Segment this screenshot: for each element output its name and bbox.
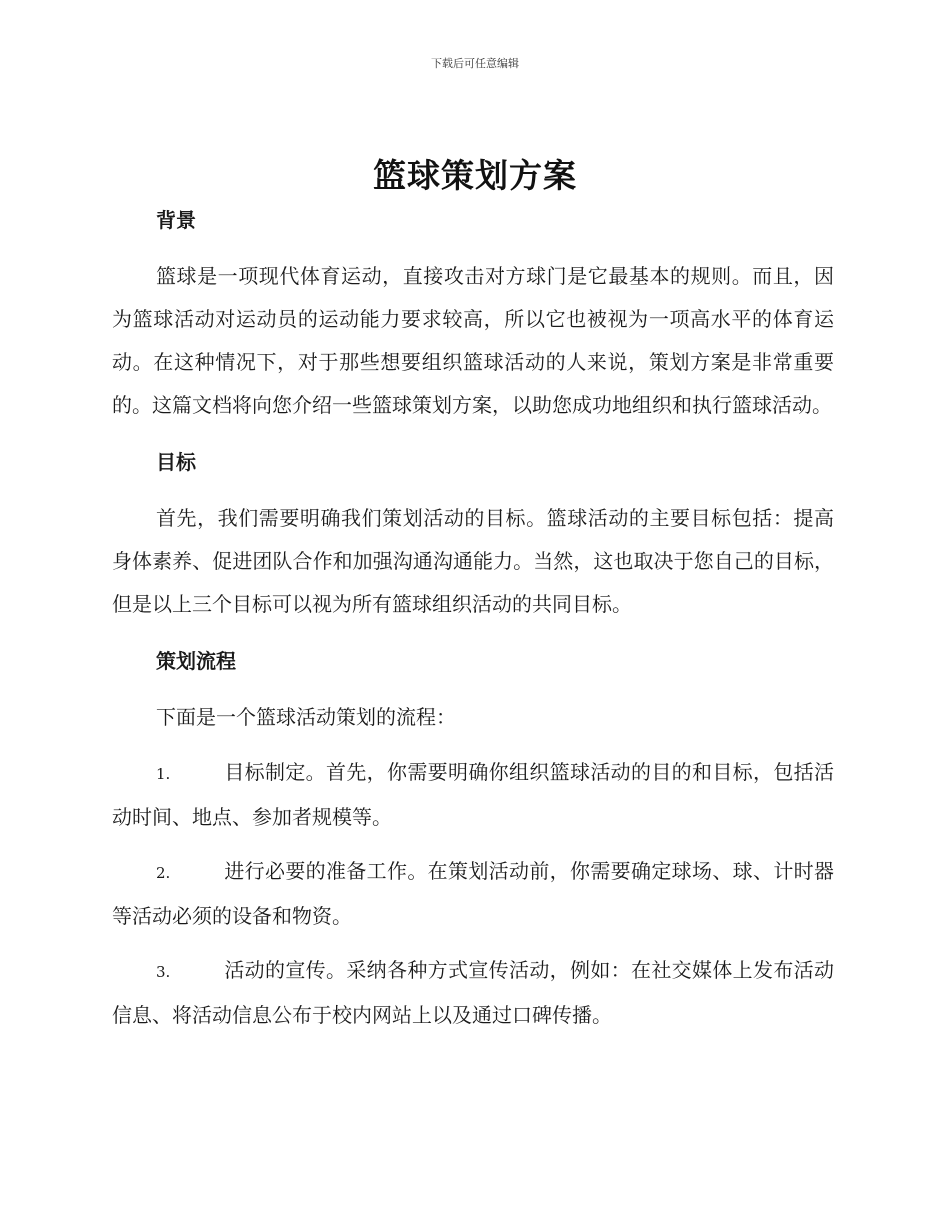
list-text: 目标制定。首先，你需要明确你组织篮球活动的目的和目标，包括活动时间、地点、参加者规模等。 xyxy=(112,760,834,829)
list-number: 2. xyxy=(156,864,171,882)
background-paragraph: 篮球是一项现代体育运动，直接攻击对方球门是它最基本的规则。而且，因为篮球活动对运动员的运动能力要求较高，所以它也被视为一项高水平的体育运动。在这种情况下，对于那些想要组织篮球活动的人来说，策划方案是非常重要的。这篇文档将向您介绍一些篮球策划方案，以助您成功地组织和执行篮球活动。 xyxy=(112,264,834,417)
goals-paragraph: 首先，我们需要明确我们策划活动的目标。篮球活动的主要目标包括：提高身体素养、促进团队合作和加强沟通沟通能力。当然，这也取决于您自己的目标，但是以上三个目标可以视为所有篮球组织活动的共同目标。 xyxy=(112,506,834,616)
list-text: 进行必要的准备工作。在策划活动前，你需要确定球场、球、计时器等活动必须的设备和物资。 xyxy=(112,859,834,928)
list-text: 活动的宣传。采纳各种方式宣传活动，例如：在社交媒体上发布活动信息、将活动信息公布于校内网站上以及通过口碑传播。 xyxy=(112,958,834,1027)
section-heading-goals: 目标 xyxy=(156,450,196,474)
list-item xyxy=(112,751,834,839)
section-heading-background: 背景 xyxy=(156,208,196,232)
list-item xyxy=(112,949,834,1037)
document-title: 篮球策划方案 xyxy=(373,156,577,195)
section-heading-process: 策划流程 xyxy=(156,649,236,673)
list-number: 1. xyxy=(156,765,171,783)
header-note: 下载后可任意编辑 xyxy=(431,57,519,70)
document-body xyxy=(112,203,834,1037)
list-number: 3. xyxy=(156,963,171,981)
list-item xyxy=(112,850,834,938)
process-intro: 下面是一个篮球活动策划的流程： xyxy=(156,705,456,729)
